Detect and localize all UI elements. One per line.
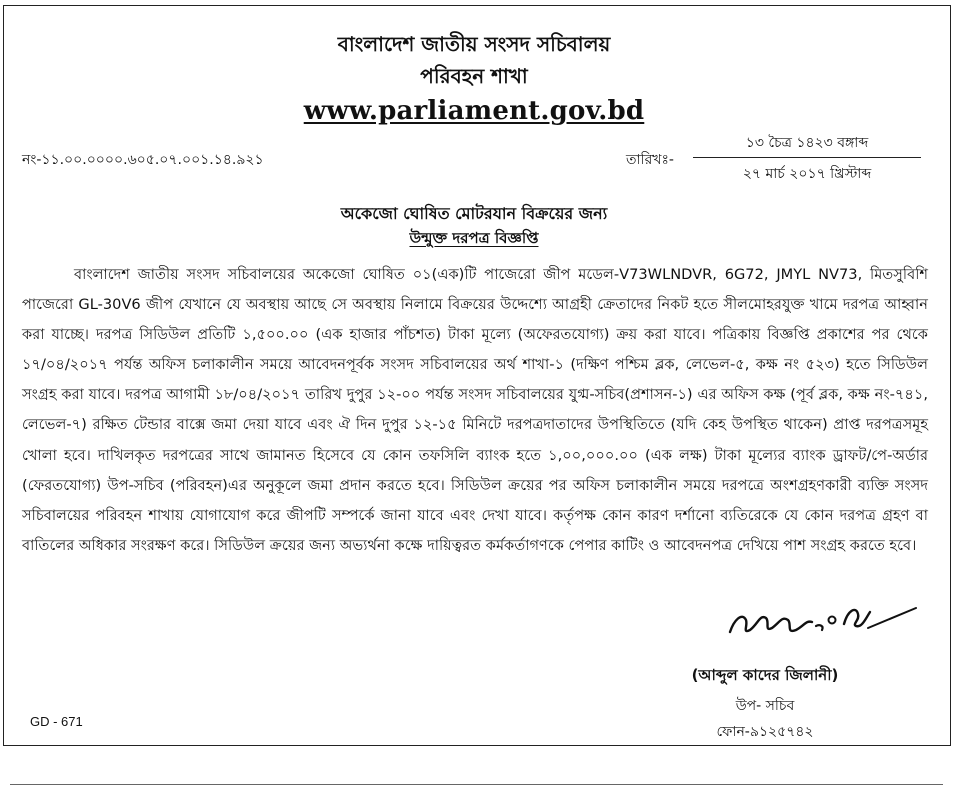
notice-title: উন্মুক্ত দরপত্র বিজ্ঞপ্তি (409, 229, 539, 247)
section-name: পরিবহন শাখা (420, 64, 528, 88)
bottom-divider (10, 784, 943, 785)
date-bangla: ১৩ চৈত্র ১৪২৩ বঙ্গাব্দ (693, 131, 921, 158)
gd-code: GD - 671 (30, 714, 83, 729)
signatory-phone: ফোন-৯১২৫৭৪২ (716, 724, 814, 740)
notice-body: বাংলাদেশ জাতীয় সংসদ সচিবালয়ের অকেজো ঘোষিত ০১(এক)টি পাজেরো জীপ মডেল-V73WLNDVR, 6G72, JMYL NV73, মিতসুবিশি পাজেরো GL-30V6 জীপ যেখানে যে অবস্থায় আছে সে অবস্থায় নিলামে বিক্রয়ের উদ্দেশ্যে আগ্রহী ক্রেতাদের নিকট হতে সীলমোহরযুক্ত খামে দরপত্র আহ্বান করা যাচ্ছে। দরপত্র সিডিউল প্রতিটি ১,৫০০.০০ (এক হাজার পাঁচশত) টাকা মূল্যে (অফেরতযোগ্য) ক্রয় করা যাবে। পত্রিকায় বিজ্ঞপ্তি প্রকাশের পর থেকে ১৭/০৪/২০১৭ পর্যন্ত অফিস চলাকালীন সময়ে আবেদনপূর্বক সংসদ সচিবালয়ের অর্থ শাখা-১ (দক্ষিণ পশ্চিম ব্লক, লেভেল-৫, কক্ষ নং ৫২৩) হতে সিডিউল সংগ্রহ করা যাবে। দরপত্র আগামী ১৮/০৪/২০১৭ তারিখ দুপুর ১২-০০ পর্যন্ত সংসদ সচিবালয়ের যুগ্ম-সচিব(প্রশাসন-১) এর অফিস কক্ষ (পূর্ব ব্লক, কক্ষ নং-৭৪১, লেভেল-৭) রক্ষিত টেন্ডার বাক্সে জমা দেয়া যাবে এবং ঐ দিন দুপুর ১২-১৫ মিনিটে দরপত্রদাতাদের উপস্থিতিতে (যদি কেহ উপস্থিত থাকেন) প্রাপ্ত দরপত্রসমূহ খোলা হবে। দাখিলকৃত দরপত্রের সাথে জামানত হিসেবে যে কোন তফসিলি ব্যাংক হতে ১,০০,০০০.০০ (এক লক্ষ) টাকা মূল্যের ব্যাংক ড্রাফট/পে-অর্ডার (ফেরতযোগ্য) উপ-সচিব (পরিবহন)এর অনুকূলে জমা প্রদান করতে হবে। সিডিউল ক্রয়ের পর অফিস চলাকালীন সময়ে দরপত্রে অংশগ্রহণকারী ব্যক্তি সংসদ সচিবালয়ের পরিবহন শাখায় যোগাযোগ করে জীপটি সম্পর্কে জানা যাবে এবং দেখা যাবে। কর্তৃপক্ষ কোন কারণ দর্শানো ব্যতিরেকে যে কোন দরপত্র গ্রহণ বা বাতিলের অধিকার সংরক্ষণ করে। সিডিউল ক্রয়ের জন্য অভ্যর্থনা কক্ষে দায়িত্বরত কর্মকর্তাগণকে পেপার কাটিং ও আবেদনপত্র দেখিয়ে পাশ সংগ্রহ করতে হবে। (22, 266, 928, 554)
date-english: ২৭ মার্চ ২০১৭ খ্রিস্টাব্দ (742, 166, 872, 182)
reference-number: নং-১১.০০.০০০০.৬০৫.০৭.০০১.১৪.৯২১ (22, 152, 264, 168)
subject-line: অকেজো ঘোষিত মোটরযান বিক্রয়ের জন্য (340, 204, 608, 223)
signature-image (720, 590, 920, 650)
signatory-name: (আব্দুল কাদের জিলানী) (691, 666, 839, 684)
signatory-designation: উপ- সচিব (735, 698, 795, 714)
date-block (693, 131, 921, 186)
organization-name: বাংলাদেশ জাতীয় সংসদ সচিবালয় (337, 32, 611, 56)
website-link[interactable]: www.parliament.gov.bd (303, 96, 645, 126)
date-label: তারিখঃ- (626, 152, 674, 168)
